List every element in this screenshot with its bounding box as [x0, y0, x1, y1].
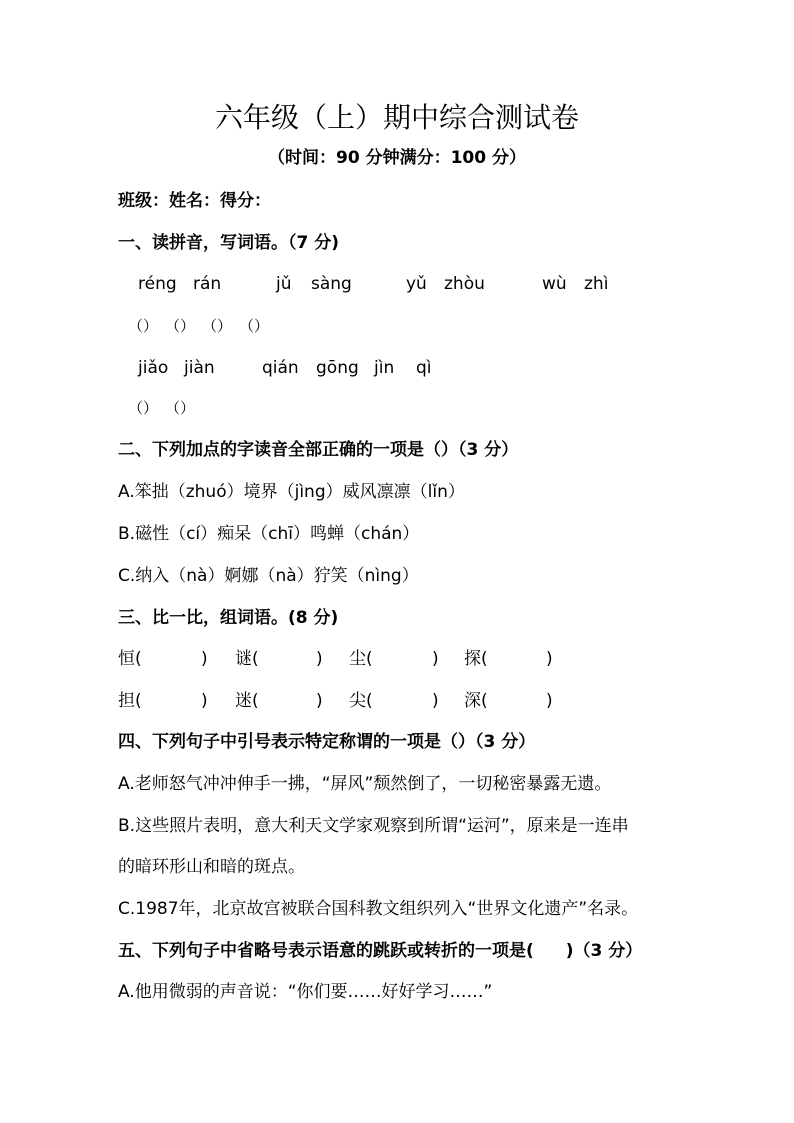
compare-close: ) [201, 649, 208, 669]
compare-close: ) [546, 691, 553, 711]
pinyin-syllable: gōng [316, 358, 359, 378]
pinyin-syllable: rán [193, 274, 222, 294]
answer-blank[interactable]: （） [239, 317, 270, 335]
exam-title: 六年级（上）期中综合测试卷 [214, 101, 579, 134]
answer-blank[interactable]: （） [128, 399, 159, 417]
pinyin-syllable: sàng [311, 274, 352, 294]
compare-close: ) [316, 691, 323, 711]
q2-heading: 二、下列加点的字读音全部正确的一项是（）（3 分） [118, 440, 519, 460]
compare-close: ) [432, 691, 439, 711]
pinyin-syllable: réng [138, 274, 177, 294]
pinyin-syllable: jiàn [184, 358, 215, 378]
answer-blank[interactable]: （） [165, 317, 196, 335]
compare-char: 担( [118, 691, 142, 711]
pinyin-syllable: jǔ [276, 274, 292, 294]
q2-option-a: A.笨拙（zhuó）境界（jìng）威风凛凛（lǐn） [118, 482, 465, 502]
compare-char: 尘( [349, 649, 373, 669]
pinyin-syllable: qì [416, 358, 432, 378]
answer-blank[interactable]: （） [202, 317, 233, 335]
pinyin-syllable: zhòu [444, 274, 485, 294]
q1-heading: 一、读拼音，写词语。（7 分) [118, 233, 340, 253]
q4-heading: 四、下列句子中引号表示特定称谓的一项是（）（3 分） [118, 732, 536, 752]
compare-char: 恒( [118, 649, 142, 669]
q2-option-b: B.磁性（cí）痴呆（chī）鸣蝉（chán） [118, 524, 420, 544]
pinyin-syllable: wù [542, 274, 567, 294]
pinyin-syllable: jìn [374, 358, 395, 378]
q5-heading [118, 940, 642, 962]
compare-char: 探( [464, 649, 488, 669]
exam-subtitle: （时间：90 分钟满分：100 分） [268, 148, 526, 168]
q5-heading-part1: 五、下列句子中省略号表示语意的跳跃或转折的一项是( [118, 941, 534, 961]
q5-heading-part2: )（3 分） [565, 941, 643, 961]
pinyin-syllable: qián [262, 358, 299, 378]
q2-option-c: C.纳入（nà）婀娜（nà）狞笑（nìng） [118, 566, 419, 586]
answer-blank[interactable]: （） [165, 399, 196, 417]
q5-option-a: A.他用微弱的声音说：“你们要……好好学习……” [118, 982, 493, 1002]
q4-option-b-line2: 的暗环形山和暗的斑点。 [118, 857, 305, 877]
compare-close: ) [432, 649, 439, 669]
compare-char: 迷( [235, 691, 259, 711]
pinyin-syllable: jiǎo [138, 358, 169, 378]
compare-close: ) [546, 649, 553, 669]
q4-option-a: A.老师怒气冲冲伸手一拂，“屏风”颓然倒了，一切秘密暴露无遗。 [118, 774, 612, 794]
q4-option-c: C.1987年，北京故宫被联合国科教文组织列入“世界文化遗产”名录。 [118, 899, 639, 919]
compare-close: ) [201, 691, 208, 711]
pinyin-syllable: zhì [584, 274, 609, 294]
compare-char: 谜( [235, 649, 259, 669]
answer-blank[interactable]: （） [128, 317, 159, 335]
compare-char: 尖( [349, 691, 373, 711]
pinyin-syllable: yǔ [406, 274, 427, 294]
q3-heading: 三、比一比，组词语。(8 分) [118, 608, 339, 628]
compare-close: ) [316, 649, 323, 669]
compare-char: 深( [464, 691, 488, 711]
q4-option-b-line1: B.这些照片表明，意大利天文学家观察到所谓“运河”，原来是一连串 [118, 816, 629, 836]
student-info-line: 班级：姓名：得分： [118, 191, 271, 211]
